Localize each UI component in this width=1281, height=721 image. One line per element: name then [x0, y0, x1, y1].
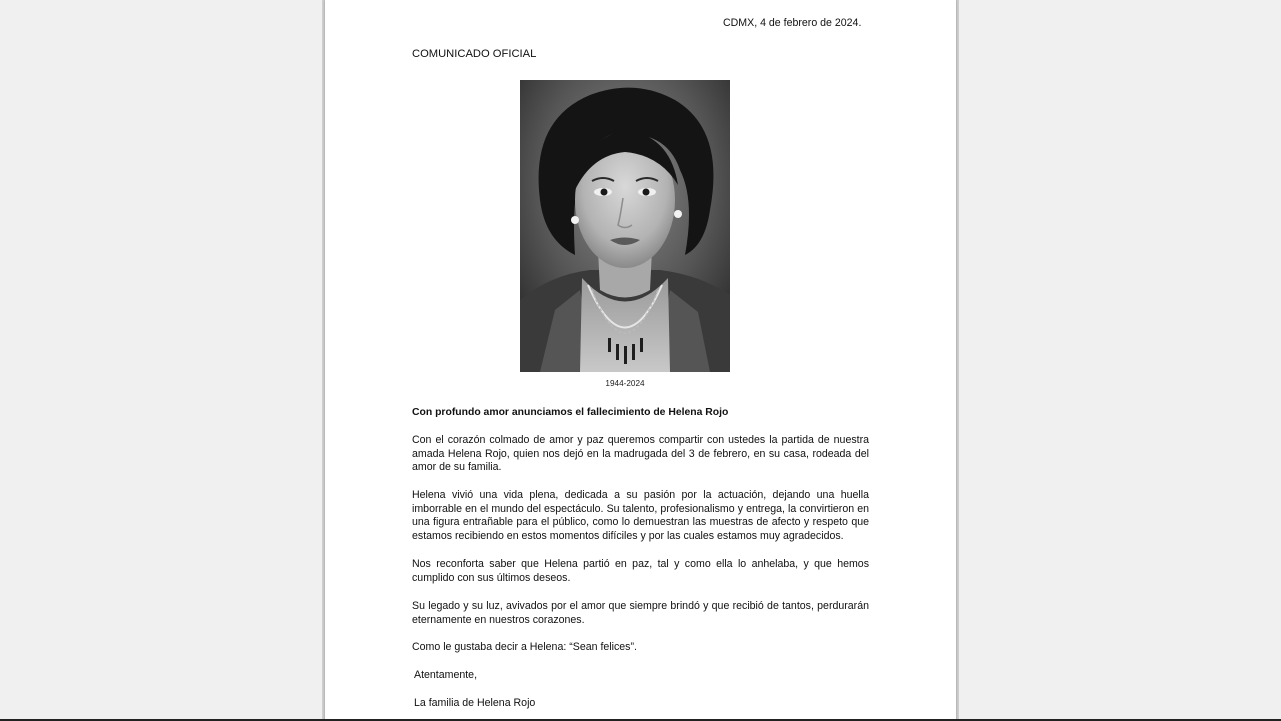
signature-line: La familia de Helena Rojo: [414, 697, 536, 709]
paragraph-3: Nos reconforta saber que Helena partió en paz, tal y como ella lo anhelaba, y que hemos cumplido con sus últimos deseos.: [412, 558, 869, 584]
paragraph-1: Con el corazón colmado de amor y paz queremos compartir con ustedes la partida de nuestra amada Helena Rojo, quien nos dejó en la madrugada del 3 de febrero, en su casa, rodeada del amor de su familia.: [412, 434, 869, 474]
right-background-pane: [959, 0, 1281, 721]
document-page[interactable]: [325, 0, 956, 721]
headline: Con profundo amor anunciamos el fallecimiento de Helena Rojo: [412, 407, 729, 418]
paragraph-4: Su legado y su luz, avivados por el amor que siempre brindó y que recibió de tantos, perdurarán eternamente en nuestros corazones.: [412, 600, 869, 626]
portrait-photo: [520, 80, 730, 372]
paragraph-2: Helena vivió una vida plena, dedicada a su pasión por la actuación, dejando una huella imborrable en el mundo del espectáculo. Su talento, profesionalismo y entrega, la convirtieron en una figura entrañable para el público, como lo demuestran las muestras de afecto y respeto que estamos recibiendo en estos momentos difíciles y por las cuales estamos muy agradecidos.: [412, 489, 869, 543]
paragraph-5: Como le gustaba decir a Helena: “Sean felices”.: [412, 641, 637, 653]
closing-line: Atentamente,: [414, 669, 478, 681]
document-header: COMUNICADO OFICIAL: [412, 48, 537, 60]
photo-caption: 1944-2024: [605, 379, 645, 388]
date-line: CDMX, 4 de febrero de 2024.: [723, 17, 862, 29]
left-background-pane: [0, 0, 322, 721]
